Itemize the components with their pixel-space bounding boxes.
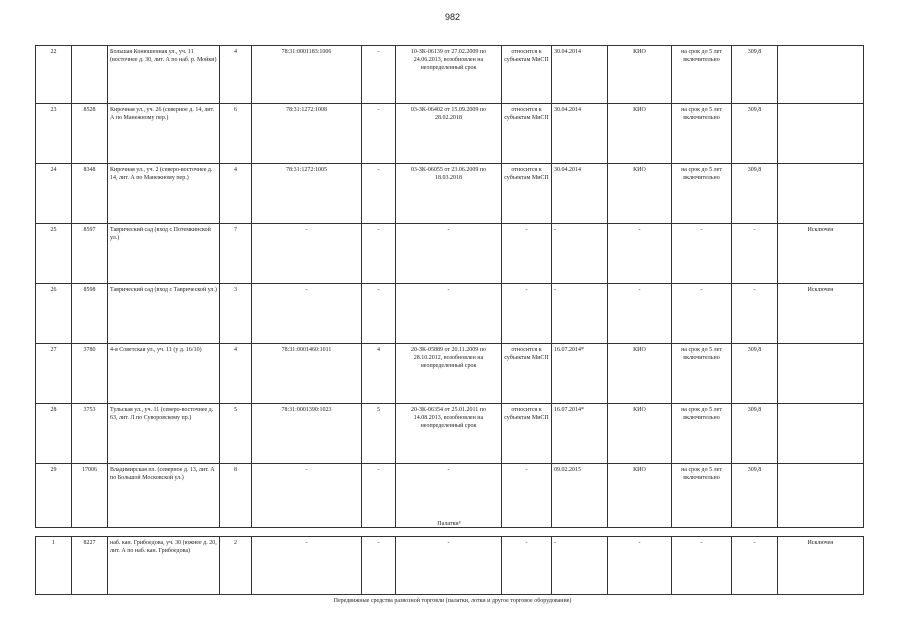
cell-place-count: 2 [220, 537, 252, 595]
cell-relation: относится к субъектам МиСП [502, 46, 552, 104]
cell-contract-info: - [396, 224, 502, 284]
cell-term: на срок до 5 лет включительно [672, 104, 732, 164]
cell-row-number: 29 [36, 464, 72, 528]
cell-place-count: 5 [220, 404, 252, 464]
cell-row-number: 23 [36, 104, 72, 164]
table-row [36, 104, 864, 164]
cell-column-6-value: - [362, 537, 396, 595]
table-row [36, 284, 864, 344]
cell-contract-info: 20-ЗК-06354 от 25.01.2011 по 14.08.2013, возобновлен на неопределенный срок [396, 404, 502, 464]
cell-address: Таврический сад (вход с Потемкинской ул.) [108, 224, 220, 284]
cell-area: 309,8 [732, 344, 778, 404]
cell-contract-info: 03-ЗК-06402 от 15.09.2009 по 28.02.2018 [396, 104, 502, 164]
cell-term: - [672, 537, 732, 595]
cell-relation: относится к субъектам МиСП [502, 344, 552, 404]
cell-date: - [552, 537, 608, 595]
cell-relation: - [502, 284, 552, 344]
cell-date: 30.04.2014 [552, 46, 608, 104]
cell-cadastral-number: 78:31:1272:1008 [252, 104, 362, 164]
cell-column-6-value: 5 [362, 404, 396, 464]
cell-cadastral-number: - [252, 284, 362, 344]
cell-cadastral-number: 78:31:0001390:1023 [252, 404, 362, 464]
cell-note: Исключен [778, 224, 864, 284]
cell-place-count: 7 [220, 224, 252, 284]
cell-column-6-value: - [362, 104, 396, 164]
cell-relation: относится к субъектам МиСП [502, 164, 552, 224]
cell-address: Большая Конюшенная ул., уч. 11 (восточнее д. 30, лит. А по наб. р. Мойки) [108, 46, 220, 104]
cell-note [778, 344, 864, 404]
cell-column-6-value: - [362, 46, 396, 104]
cell-term: на срок до 5 лет включительно [672, 164, 732, 224]
cell-organization: - [608, 537, 672, 595]
cell-object-id: 17006 [72, 464, 108, 528]
second-table [35, 536, 864, 595]
cell-object-id [72, 46, 108, 104]
cell-note: Исключен [778, 284, 864, 344]
cell-contract-info: 10-ЗК-06139 от 27.02.2009 по 24.06.2013, возобновлен на неопределенный срок [396, 46, 502, 104]
cell-organization: КИО [608, 46, 672, 104]
cell-term: - [672, 224, 732, 284]
cell-organization: КИО [608, 404, 672, 464]
cell-term: на срок до 5 лет включительно [672, 344, 732, 404]
cell-date: 16.07.2014* [552, 344, 608, 404]
cell-contract-info: - [396, 464, 502, 528]
cell-column-6-value: 4 [362, 344, 396, 404]
cell-organization: КИО [608, 344, 672, 404]
cell-contract-info: - [396, 284, 502, 344]
cell-note [778, 164, 864, 224]
cell-row-number: 1 [36, 537, 72, 595]
cell-relation: - [502, 464, 552, 528]
cell-area: 309,8 [732, 46, 778, 104]
cell-relation: - [502, 537, 552, 595]
cell-date: 30.04.2014 [552, 104, 608, 164]
cell-note: Исключен [778, 537, 864, 595]
footer-note: Передвижные средства развозной торговли (палатки, лотки и другое торговое оборудование) [333, 598, 572, 604]
cell-cadastral-number: 78:31:0001460:1011 [252, 344, 362, 404]
cell-place-count: 6 [220, 104, 252, 164]
cell-area: - [732, 537, 778, 595]
cell-area: 309,8 [732, 464, 778, 528]
cell-row-number: 26 [36, 284, 72, 344]
table-row [36, 344, 864, 404]
cell-address: Тульская ул., уч. 11 (северо-восточнее д. 63, лит. Л по Суворовскому пр.) [108, 404, 220, 464]
cell-cadastral-number: 78:31:0001183:1006 [252, 46, 362, 104]
cell-note [778, 104, 864, 164]
main-table [35, 45, 864, 528]
table-row [36, 537, 864, 595]
cell-area: 309,8 [732, 104, 778, 164]
cell-cadastral-number: - [252, 537, 362, 595]
cell-area: 309,8 [732, 164, 778, 224]
cell-area: 309,8 [732, 404, 778, 464]
cell-note [778, 464, 864, 528]
cell-place-count: 4 [220, 46, 252, 104]
cell-place-count: 3 [220, 284, 252, 344]
table-row [36, 404, 864, 464]
page-number: 982 [444, 12, 461, 22]
cell-row-number: 27 [36, 344, 72, 404]
cell-row-number: 24 [36, 164, 72, 224]
cell-organization: КИО [608, 104, 672, 164]
cell-date: - [552, 224, 608, 284]
cell-cadastral-number: 78:31:1272:1005 [252, 164, 362, 224]
cell-organization: КИО [608, 464, 672, 528]
cell-contract-info: - [396, 537, 502, 595]
cell-organization: - [608, 224, 672, 284]
cell-place-count: 4 [220, 344, 252, 404]
cell-date: 16.07.2014* [552, 404, 608, 464]
table-row [36, 46, 864, 104]
cell-address: наб. кан. Грибоедова, уч. 30 (южнее д. 20, лит. А по наб. кан. Грибоедова) [108, 537, 220, 595]
cell-place-count: 4 [220, 164, 252, 224]
cell-row-number: 25 [36, 224, 72, 284]
cell-object-id: 8598 [72, 284, 108, 344]
cell-row-number: 22 [36, 46, 72, 104]
cell-object-id: 8528 [72, 104, 108, 164]
cell-organization: КИО [608, 164, 672, 224]
cell-column-6-value: - [362, 284, 396, 344]
cell-contract-info: 03-ЗК-06055 от 23.06.2009 по 18.03.2018 [396, 164, 502, 224]
cell-term: на срок до 5 лет включительно [672, 464, 732, 528]
cell-cadastral-number: - [252, 464, 362, 528]
cell-date: 09.02.2015 [552, 464, 608, 528]
cell-column-6-value: - [362, 164, 396, 224]
cell-area: - [732, 224, 778, 284]
cell-relation: - [502, 224, 552, 284]
cell-address: Владимирская пл. (северное д. 13, лит. А по Большой Московской ул.) [108, 464, 220, 528]
cell-organization: - [608, 284, 672, 344]
cell-term: на срок до 5 лет включительно [672, 404, 732, 464]
cell-object-id: 3753 [72, 404, 108, 464]
cell-note [778, 46, 864, 104]
cell-cadastral-number: - [252, 224, 362, 284]
cell-contract-info: 20-ЗК-05889 от 20.11.2009 по 28.10.2012, возобновлен на неопределенный срок [396, 344, 502, 404]
cell-column-6-value: - [362, 224, 396, 284]
cell-object-id: 8597 [72, 224, 108, 284]
table-row [36, 164, 864, 224]
cell-object-id: 8348 [72, 164, 108, 224]
cell-note [778, 404, 864, 464]
cell-address: Таврический сад (вход с Таврической ул.) [108, 284, 220, 344]
cell-column-6-value: - [362, 464, 396, 528]
cell-address: 4-я Советская ул., уч. 11 (у д. 16/10) [108, 344, 220, 404]
table-row [36, 224, 864, 284]
cell-term: на срок до 5 лет включительно [672, 46, 732, 104]
cell-term: - [672, 284, 732, 344]
cell-relation: относится к субъектам МиСП [502, 104, 552, 164]
cell-date: - [552, 284, 608, 344]
cell-object-id: 3780 [72, 344, 108, 404]
cell-address: Кирочная ул., уч. 2 (северо-восточнее д. 14, лит. А по Манежному пер.) [108, 164, 220, 224]
table-row [36, 464, 864, 528]
cell-object-id: 8227 [72, 537, 108, 595]
cell-date: 30.04.2014 [552, 164, 608, 224]
cell-address: Кирочная ул., уч. 26 (северное д. 14, лит. А по Манежному пер.) [108, 104, 220, 164]
cell-place-count: 8 [220, 464, 252, 528]
cell-row-number: 28 [36, 404, 72, 464]
section-title: Палатки⁵ [437, 521, 461, 527]
cell-relation: относится к субъектам МиСП [502, 404, 552, 464]
cell-area: - [732, 284, 778, 344]
